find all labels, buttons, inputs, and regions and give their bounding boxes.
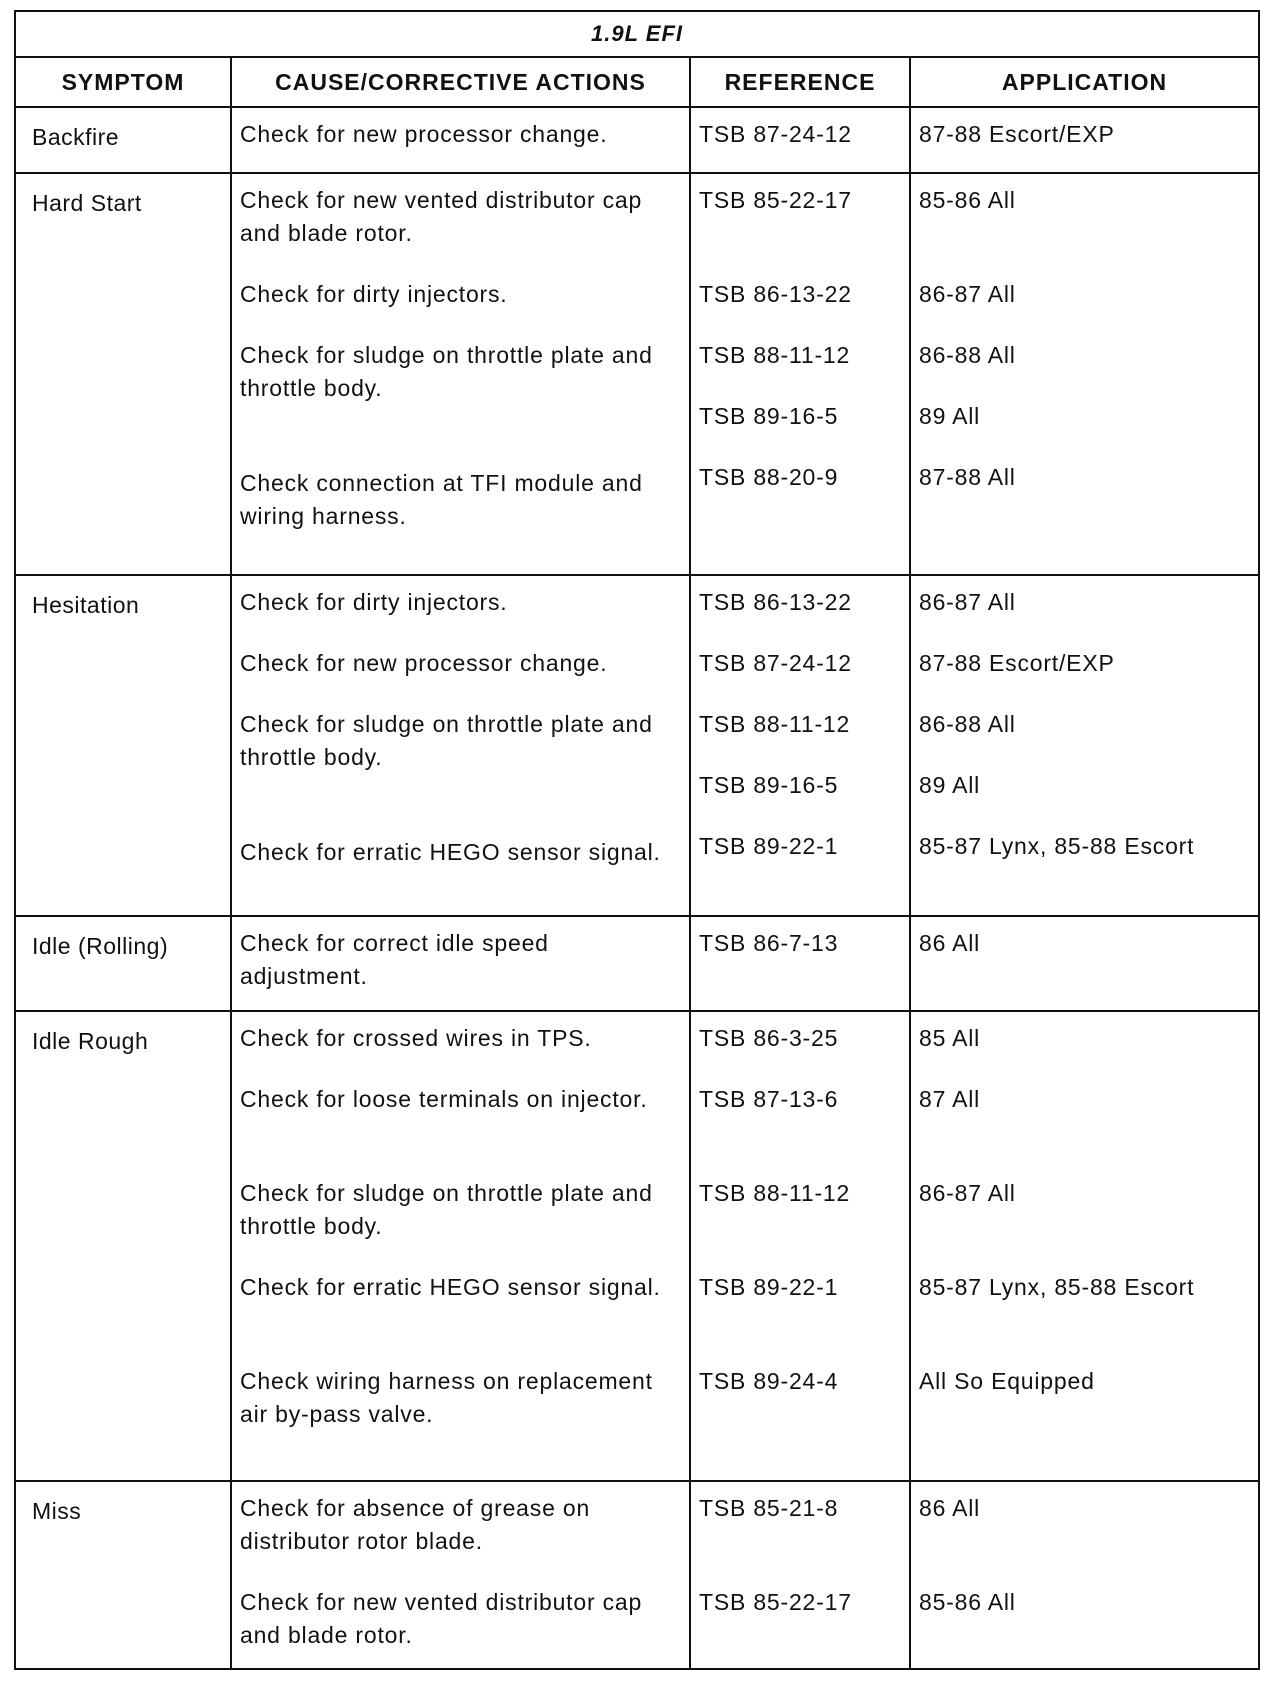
reference-text: TSB 89-16-5 [699, 772, 839, 798]
cause-text: Check for correct idle speed adjustment. [240, 930, 549, 989]
symptom-cell: Hard Start [15, 173, 231, 575]
application-text: 86 All [919, 930, 981, 956]
header-reference: REFERENCE [690, 57, 910, 107]
reference-text: TSB 89-16-5 [699, 403, 839, 429]
cause-text: Check connection at TFI module and wiring harness. [240, 470, 643, 529]
table-row [15, 107, 1259, 173]
table-title: 1.9L EFI [15, 11, 1259, 57]
cause-cell [231, 1011, 690, 1481]
reference-text: TSB 88-11-12 [699, 342, 851, 368]
reference-cell [690, 1011, 910, 1481]
cause-text: Check for dirty injectors. [240, 281, 508, 307]
reference-cell [690, 107, 910, 173]
reference-cell [690, 173, 910, 575]
application-text: 86-87 All [919, 281, 1016, 307]
application-cell [910, 107, 1259, 173]
reference-text: TSB 89-24-4 [699, 1368, 839, 1394]
table-row [15, 916, 1259, 1011]
cause-text: Check for new vented distributor cap and blade rotor. [240, 1589, 643, 1648]
reference-cell [690, 1481, 910, 1669]
reference-text: TSB 89-22-1 [699, 833, 839, 859]
symptom-cell: Idle Rough [15, 1011, 231, 1481]
application-text: 87-88 Escort/EXP [919, 121, 1115, 147]
reference-text: TSB 85-22-17 [699, 187, 852, 213]
cause-text: Check for erratic HEGO sensor signal. [240, 1274, 661, 1300]
application-text: 89 All [919, 403, 981, 429]
reference-text: TSB 88-20-9 [699, 464, 839, 490]
header-symptom: SYMPTOM [15, 57, 231, 107]
application-text: 86-87 All [919, 589, 1016, 615]
cause-text: Check for sludge on throttle plate and throttle body. [240, 1180, 653, 1239]
reference-text: TSB 86-13-22 [699, 589, 852, 615]
cause-text: Check for erratic HEGO sensor signal. [240, 839, 661, 865]
table-row [15, 1481, 1259, 1669]
reference-text: TSB 87-24-12 [699, 650, 852, 676]
application-text: 87 All [919, 1086, 981, 1112]
application-text: 86-88 All [919, 342, 1016, 368]
efi-troubleshooting-table [14, 10, 1258, 1670]
reference-text: TSB 87-24-12 [699, 121, 852, 147]
application-cell [910, 575, 1259, 916]
cause-text: Check for sludge on throttle plate and throttle body. [240, 711, 653, 770]
symptom-cell: Backfire [15, 107, 231, 173]
application-text: 85-87 Lynx, 85-88 Escort [919, 833, 1195, 859]
header-row [15, 57, 1259, 107]
application-cell [910, 1011, 1259, 1481]
application-text: All So Equipped [919, 1368, 1095, 1394]
reference-cell [690, 575, 910, 916]
application-cell [910, 173, 1259, 575]
application-text: 86-87 All [919, 1180, 1016, 1206]
cause-text: Check for new vented distributor cap and blade rotor. [240, 187, 643, 246]
reference-text: TSB 86-13-22 [699, 281, 852, 307]
cause-text: Check for loose terminals on injector. [240, 1086, 648, 1112]
table-row [15, 1011, 1259, 1481]
reference-text: TSB 86-3-25 [699, 1025, 839, 1051]
header-cause: CAUSE/CORRECTIVE ACTIONS [231, 57, 690, 107]
reference-text: TSB 88-11-12 [699, 1180, 851, 1206]
reference-text: TSB 87-13-6 [699, 1086, 839, 1112]
application-text: 85-87 Lynx, 85-88 Escort [919, 1274, 1195, 1300]
table-row [15, 173, 1259, 575]
application-text: 86-88 All [919, 711, 1016, 737]
reference-text: TSB 88-11-12 [699, 711, 851, 737]
cause-cell [231, 575, 690, 916]
cause-text: Check for absence of grease on distributor rotor blade. [240, 1495, 591, 1554]
application-text: 85-86 All [919, 1589, 1016, 1615]
application-cell [910, 1481, 1259, 1669]
cause-cell [231, 1481, 690, 1669]
reference-text: TSB 85-22-17 [699, 1589, 852, 1615]
cause-text: Check for sludge on throttle plate and throttle body. [240, 342, 653, 401]
cause-text: Check wiring harness on replacement air by-pass valve. [240, 1368, 653, 1427]
cause-text: Check for crossed wires in TPS. [240, 1025, 592, 1051]
symptom-cell: Hesitation [15, 575, 231, 916]
application-cell [910, 916, 1259, 1011]
application-text: 87-88 All [919, 464, 1016, 490]
cause-cell [231, 173, 690, 575]
header-application: APPLICATION [910, 57, 1259, 107]
table-row [15, 575, 1259, 916]
reference-text: TSB 89-22-1 [699, 1274, 839, 1300]
reference-cell [690, 916, 910, 1011]
cause-text: Check for new processor change. [240, 121, 608, 147]
cause-text: Check for dirty injectors. [240, 589, 508, 615]
application-text: 86 All [919, 1495, 981, 1521]
reference-text: TSB 86-7-13 [699, 930, 839, 956]
application-text: 85-86 All [919, 187, 1016, 213]
application-text: 89 All [919, 772, 981, 798]
cause-cell [231, 107, 690, 173]
symptom-cell: Idle (Rolling) [15, 916, 231, 1011]
application-text: 85 All [919, 1025, 981, 1051]
application-text: 87-88 Escort/EXP [919, 650, 1115, 676]
cause-cell [231, 916, 690, 1011]
cause-text: Check for new processor change. [240, 650, 608, 676]
symptom-cell: Miss [15, 1481, 231, 1669]
reference-text: TSB 85-21-8 [699, 1495, 839, 1521]
